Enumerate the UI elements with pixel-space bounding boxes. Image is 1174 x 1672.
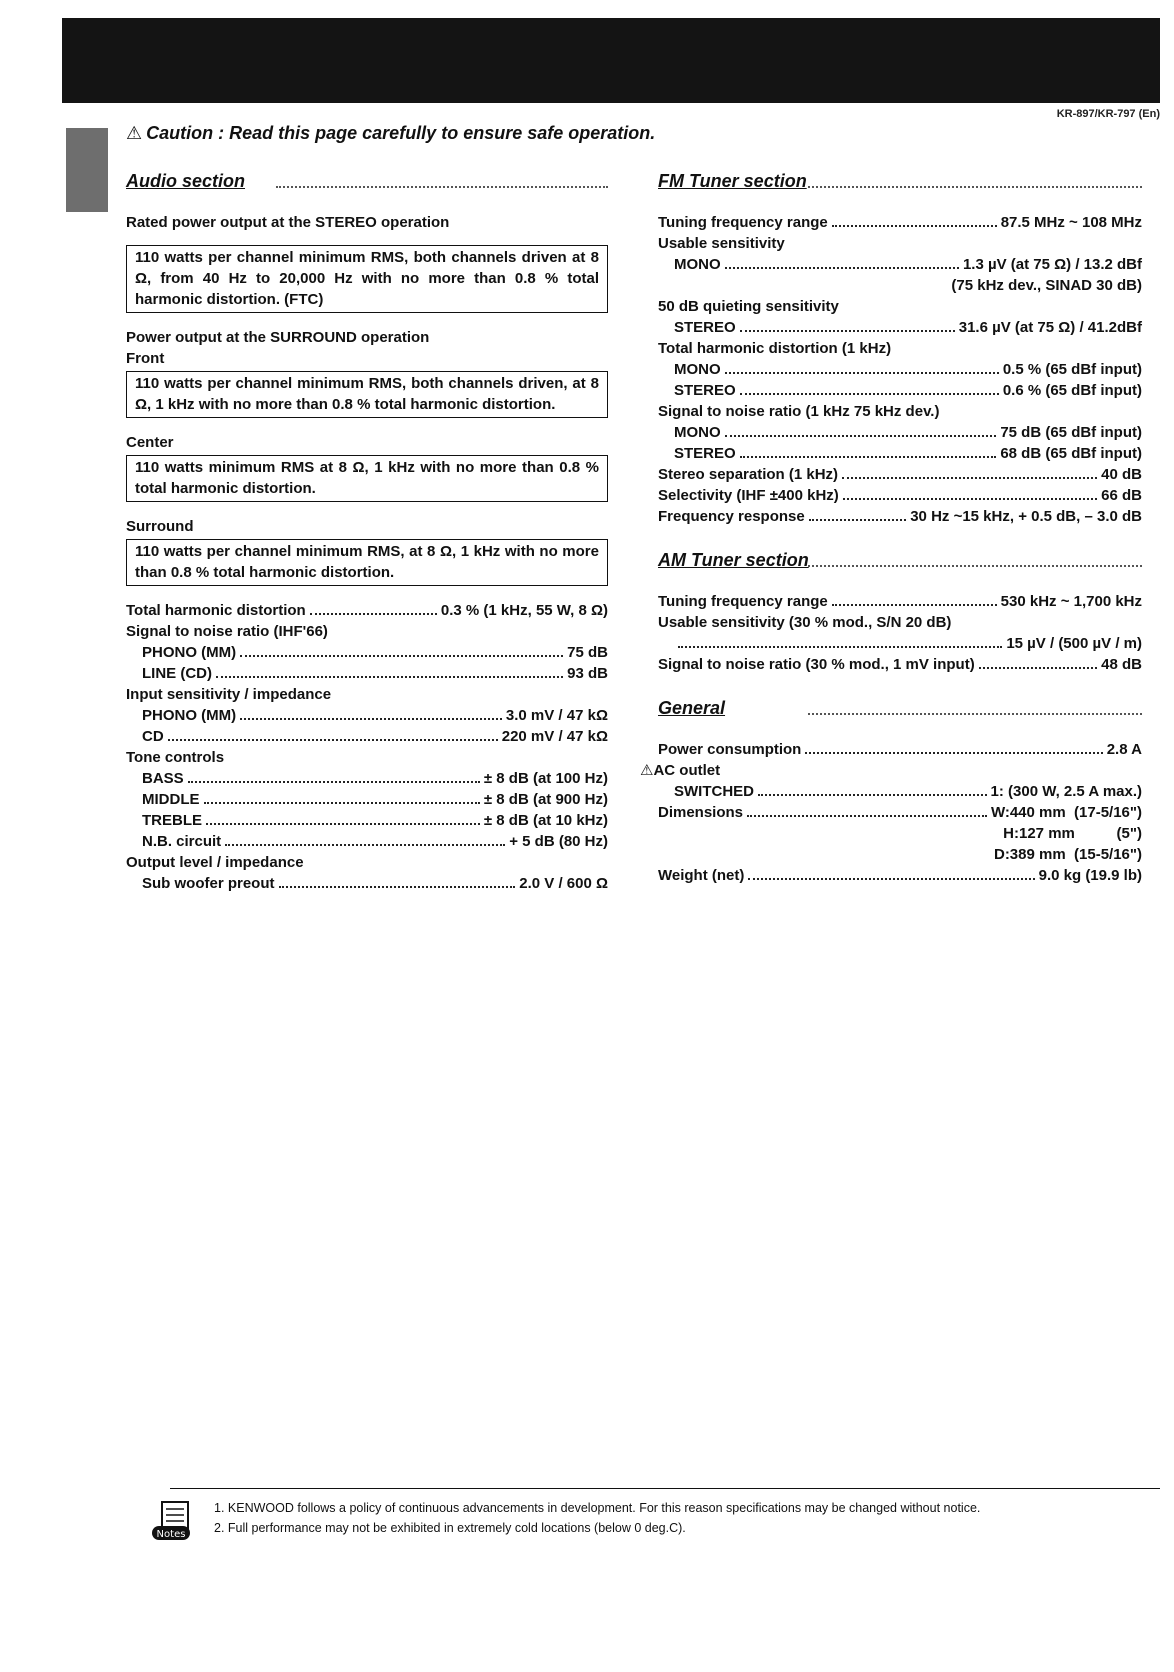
note-item: 1. KENWOOD follows a policy of continuous advancements in development. For this reason specifications may be changed without notice. [214,1501,981,1515]
header-bar [62,18,1160,103]
spec-row: STEREO 68 dB (65 dBf input) [674,445,1142,462]
dimension-depth: D:389 mm (15-5/16") [993,846,1142,863]
spec-row: N.B. circuit + 5 dB (80 Hz) [142,833,608,850]
center-label: Center [126,434,174,451]
spec-row: Dimensions W:440 mm (17-5/16") [658,804,1142,821]
fm-snr-heading: Signal to noise ratio (1 kHz 75 kHz dev.) [658,403,940,420]
snr-heading: Signal to noise ratio (IHF'66) [126,623,328,640]
general-section-title: General [658,695,1142,721]
am-section-title: AM Tuner section [658,547,1142,573]
spec-row: Sub woofer preout 2.0 V / 600 Ω [142,875,608,892]
spec-row: Power consumption 2.8 A [658,741,1142,758]
model-number: KR-897/KR-797 (En) [1056,108,1160,120]
spec-row: PHONO (MM) 3.0 mV / 47 kΩ [142,707,608,724]
spec-row: Tuning frequency range 530 kHz ~ 1,700 kHz [658,593,1142,610]
rated-power-heading: Rated power output at the STEREO operation [126,214,450,231]
spec-row: Selectivity (IHF ±400 kHz) 66 dB [658,487,1142,504]
audio-section [126,168,608,894]
spec-row: CD 220 mV / 47 kΩ [142,728,608,745]
spec-row: MIDDLE ± 8 dB (at 900 Hz) [142,791,608,808]
fm-mono-extra: (75 kHz dev., SINAD 30 dB) [951,277,1142,294]
footer-rule [170,1488,1160,1489]
spec-row: Stereo separation (1 kHz) 40 dB [658,466,1142,483]
fm-quieting-heading: 50 dB quieting sensitivity [658,298,839,315]
spec-row: SWITCHED 1: (300 W, 2.5 A max.) [674,783,1142,800]
ac-outlet-heading: ⚠AC outlet [640,762,721,779]
rated-power-box: 110 watts per channel minimum RMS, both channels driven at 8 Ω, from 40 Hz to 20,000 Hz with no more than 0.8 % total harmonic distortion. (FTC) [126,245,608,313]
output-level-heading: Output level / impedance [126,854,304,871]
surround-box: 110 watts per channel minimum RMS, at 8 Ω, 1 kHz with no more than 0.8 % total harmonic distortion. [126,539,608,586]
dimension-height: H:127 mm (5") [1003,825,1142,842]
caution-text: Caution : Read this page carefully to ensure safe operation. [146,123,656,143]
tone-controls-heading: Tone controls [126,749,225,766]
tuner-general-column [640,168,1142,886]
spec-row: BASS ± 8 dB (at 100 Hz) [142,770,608,787]
surround-power-heading: Power output at the SURROUND operation [126,329,430,346]
spec-row: MONO 0.5 % (65 dBf input) [674,361,1142,378]
notes-list [214,1498,980,1538]
spec-row: STEREO 0.6 % (65 dBf input) [674,382,1142,399]
front-box: 110 watts per channel minimum RMS, both channels driven, at 8 Ω, 1 kHz with no more than 0.8 % total harmonic distortion. [126,371,608,418]
spec-row: Signal to noise ratio (30 % mod., 1 mV input) 48 dB [658,656,1142,673]
notes-icon [150,1500,194,1544]
am-usable-heading: Usable sensitivity (30 % mod., S/N 20 dB) [658,614,952,631]
fm-usable-heading: Usable sensitivity [658,235,785,252]
center-box: 110 watts minimum RMS at 8 Ω, 1 kHz with no more than 0.8 % total harmonic distortion. [126,455,608,502]
spec-row: Weight (net) 9.0 kg (19.9 lb) [658,867,1142,884]
spec-row: Tuning frequency range 87.5 MHz ~ 108 MHz [658,214,1142,231]
spec-row: Total harmonic distortion 0.3 % (1 kHz, 55 W, 8 Ω) [126,602,608,619]
spec-row: MONO 75 dB (65 dBf input) [674,424,1142,441]
spec-row: MONO 1.3 µV (at 75 Ω) / 13.2 dBf [674,256,1142,273]
input-sensitivity-heading: Input sensitivity / impedance [126,686,332,703]
surround-label: Surround [126,518,194,535]
spec-row: PHONO (MM) 75 dB [142,644,608,661]
audio-section-title: Audio section [126,168,608,194]
spec-row: STEREO 31.6 µV (at 75 Ω) / 41.2dBf [674,319,1142,336]
note-item: 2. Full performance may not be exhibited in extremely cold locations (below 0 deg.C). [214,1521,686,1535]
front-label: Front [126,350,165,367]
spec-row: LINE (CD) 93 dB [142,665,608,682]
spec-row: Frequency response 30 Hz ~15 kHz, + 0.5 dB, – 3.0 dB [658,508,1142,525]
spec-row: 15 µV / (500 µV / m) [658,633,1142,654]
warning-icon: ⚠ [126,123,143,143]
fm-thd-heading: Total harmonic distortion (1 kHz) [658,340,892,357]
spec-row: TREBLE ± 8 dB (at 10 kHz) [142,812,608,829]
notes-icon-label: Notes [156,1529,186,1540]
fm-section-title: FM Tuner section [658,168,1142,194]
caution-heading [126,123,655,144]
side-tab [66,128,108,212]
